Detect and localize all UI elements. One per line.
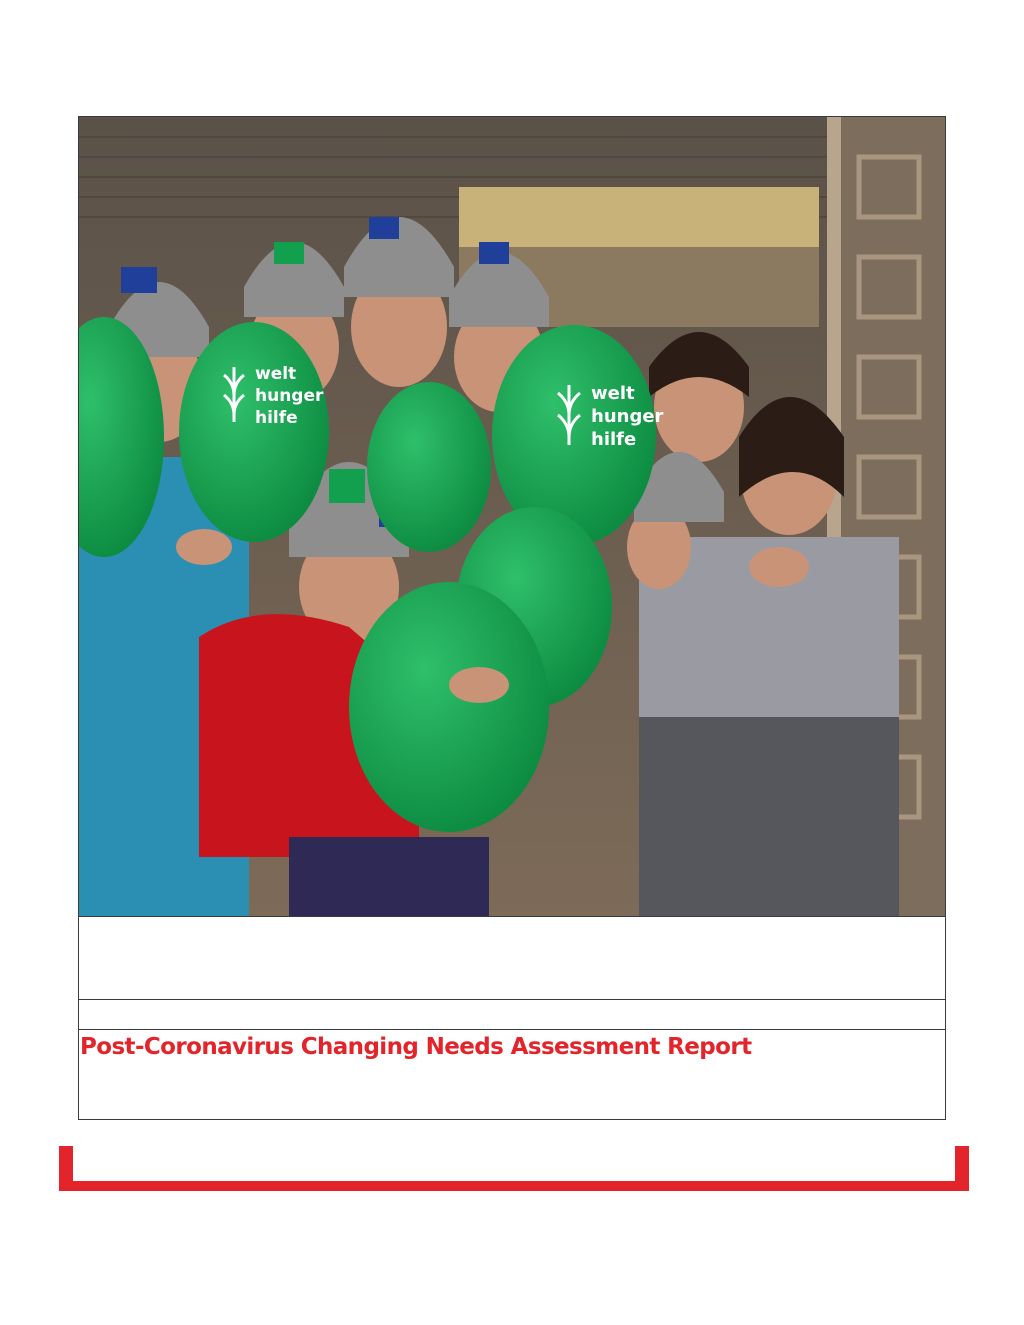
balloon-logo-line1: welt: [255, 364, 297, 384]
frame-divider: [78, 999, 946, 1000]
balloon-logo-line2: hunger: [591, 406, 664, 427]
cover-photo: [79, 117, 945, 917]
children-with-balloons-illustration: [79, 117, 945, 917]
photo-bottom-border: [78, 916, 946, 917]
report-title: Post-Coronavirus Changing Needs Assessment Report: [80, 1034, 752, 1060]
balloon-logo-line2: hunger: [255, 386, 324, 406]
frame-divider: [78, 1029, 946, 1030]
balloon-logo-line1: welt: [591, 383, 635, 404]
balloon-logo-line3: hilfe: [255, 408, 298, 428]
balloon-logo-line3: hilfe: [591, 429, 637, 450]
red-bracket-decoration: [59, 1146, 969, 1191]
